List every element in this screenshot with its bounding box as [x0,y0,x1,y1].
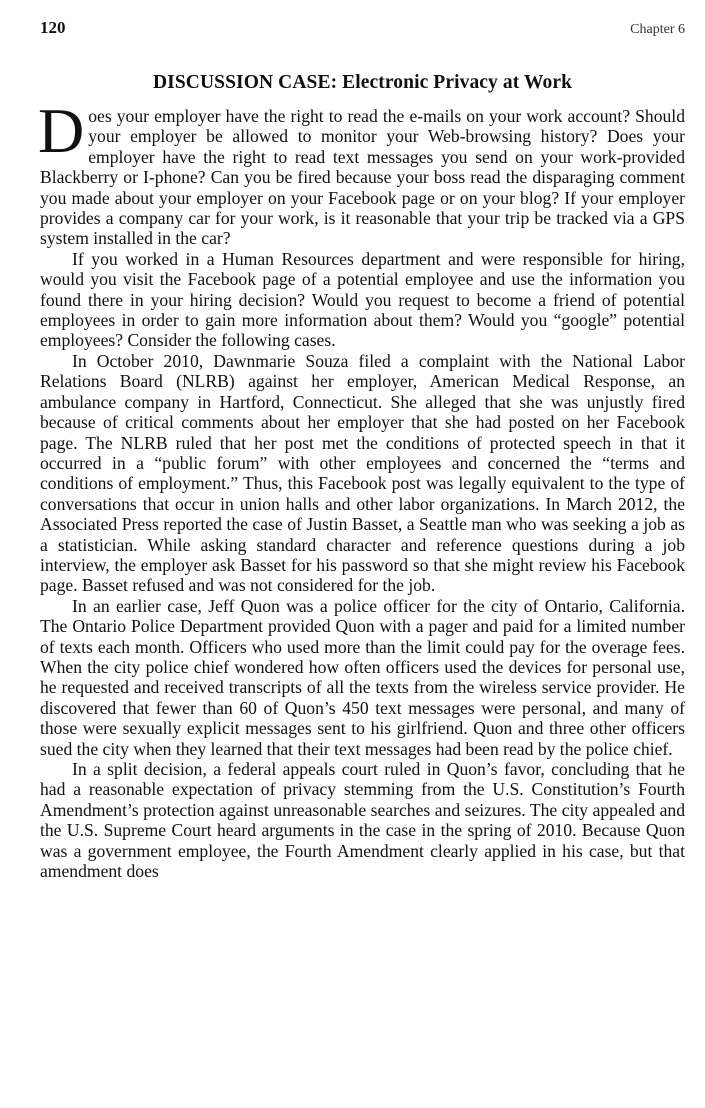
page-number: 120 [40,18,66,37]
paragraph-5: In a split decision, a federal appeals court ruled in Quon’s favor, concluding that he had a reasonable expectation of privacy stemming from the U.S. Constitution’s Fourth Amendment’s protection against unreasonable searches and seizures. The city appealed and the U.S. Supreme Court heard arguments in the case in the spring of 2010. Because Quon was a government employee, the Fourth Amendment clearly applied in his case, but that amendment does [40,759,685,882]
paragraph-1-text: oes your employer have the right to read the e-mails on your work account? Should your employer be allowed to monitor your Web-browsing history? Does your employer have the right to read text messages you send on your work-provided Blackberry or I-phone? Can you be fired because your boss read the disparaging comment you made about your employer on your Facebook page or on your blog? If your employer provides a company car for your work, is it reasonable that your trip be tracked via a GPS system installed in the car? [40,106,685,249]
paragraph-3: In October 2010, Dawnmarie Souza filed a complaint with the National Labor Relations Board (NLRB) against her employer, American Medical Response, an ambulance company in Hartford, Connecticut. She alleged that she was unjustly fired because of critical comments about her employer that she had posted on her Facebook page. The NLRB ruled that her post met the conditions of protected speech in that it occurred in a “public forum” with other employees and concerned the “terms and conditions of employment.” Thus, this Facebook post was legally equivalent to the type of conversations that occur in union halls and other labor organizations. In March 2012, the Associated Press reported the case of Justin Basset, a Seattle man who was seeking a job as a statistician. While asking standard character and reference questions during a job interview, the employer ask Basset for his password so that she might review his Facebook page. Basset refused and was not considered for the job. [40,350,685,596]
case-body [38,95,685,882]
case-title: DISCUSSION CASE: Electronic Privacy at Work [152,72,573,93]
book-page [40,18,685,881]
drop-cap: D [38,95,85,166]
paragraph-1 [38,95,685,249]
page-header [40,18,685,42]
paragraph-4: In an earlier case, Jeff Quon was a police officer for the city of Ontario, California. The Ontario Police Department provided Quon with a pager and paid for a limited number of texts each month. Officers who used more than the limit could pay for the overage fees. When the city police chief wondered how often officers used the devices for personal use, he requested and received transcripts of all the texts from the wireless service provider. He discovered that fewer than 60 of Quon’s 450 text messages were personal, and many of those were sexually explicit messages sent to his girlfriend. Quon and three other officers sued the city when they learned that their text messages had been read by the police chief. [40,595,685,759]
paragraph-2: If you worked in a Human Resources department and were responsible for hiring, would you visit the Facebook page of a potential employee and use the information you found there in your hiring decision? Would you request to become a friend of potential employees in order to gain more information about them? Would you “google” potential employees? Consider the following cases. [40,248,685,351]
chapter-label: Chapter 6 [630,22,685,37]
